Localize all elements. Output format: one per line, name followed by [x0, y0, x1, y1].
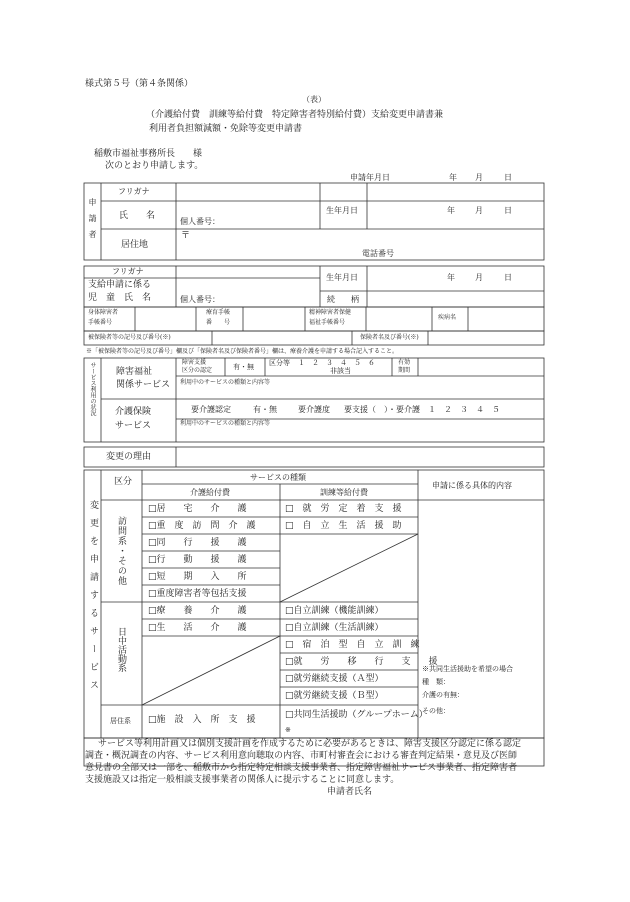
- signature-label: 申請者氏名: [327, 787, 373, 797]
- non-applicable-label: 非該当: [330, 367, 351, 375]
- care-insurance-line-1: 介護保険: [115, 407, 152, 417]
- rehab-handbook-line-1: 療育手帳: [206, 309, 231, 316]
- service-accompany-support[interactable]: □同 行 援 護: [148, 538, 247, 548]
- care-cert-yes-no: 有・無: [253, 405, 277, 414]
- phone-label: 電話番号: [362, 249, 394, 258]
- addressee: 稲敷市福祉事務所長 様: [94, 149, 203, 159]
- support-cert-yes-no: 有・無: [233, 363, 254, 371]
- consent-line-3: 意見書の全部又は一部を、稲敷市から指定特定相談支援事業者、指定障害福祉サービス事業者、指定障害者: [85, 763, 518, 773]
- application-date-label: 申請年月日: [350, 173, 390, 182]
- care-benefit-header: 介護給付費: [190, 488, 230, 497]
- service-comprehensive-support[interactable]: □重度障害者等包括支援: [148, 589, 247, 599]
- group-home-note: ※共同生活援助を希望の場合: [422, 665, 513, 673]
- child-label-line-1: 支給申請に係る: [88, 280, 152, 290]
- service-kind-header: サービスの種類: [250, 473, 306, 482]
- group-home-note-mark: ※: [285, 726, 291, 734]
- training-benefit-header: 訓練等給付費: [320, 488, 368, 497]
- service-severe-visit-care[interactable]: □重 度 訪 問 介 護: [148, 521, 256, 531]
- care-level-value: 要支援（ ）・要介護 １ ２ ３ ４ ５: [344, 405, 500, 414]
- group-home-care-label: 介護の有無：: [422, 691, 464, 699]
- change-reason-label: 変更の理由: [106, 452, 152, 462]
- applicant-name-label: 氏 名: [119, 211, 156, 221]
- applicant-section-label: 申請者: [88, 198, 97, 246]
- child-birth-year: 年: [447, 273, 455, 282]
- service-residential-training[interactable]: □ 宿 泊 型 自 立 訓 練: [285, 640, 420, 650]
- welfare-service-line-2: 関係サービス: [116, 380, 171, 390]
- support-cert-line-2: 区分の認定: [182, 367, 213, 374]
- mental-handbook-line-1: 精神障害者保健: [309, 309, 352, 316]
- service-life-care[interactable]: □生 活 介 護: [148, 623, 247, 633]
- child-individual-number-label: 個人番号：: [180, 295, 220, 304]
- service-continuous-employment-a[interactable]: □就労継続支援（Ａ型）: [285, 674, 384, 684]
- detail-header: 申請に係る具体的内容: [432, 481, 512, 490]
- insured-number-label: 被保険者等の記号及び番号(※): [88, 334, 171, 341]
- rehab-handbook-line-2: 番 号: [206, 319, 231, 326]
- child-label-line-2: 児 童 氏 名: [88, 293, 152, 303]
- service-training-function[interactable]: □自立訓練（機能訓練）: [285, 606, 384, 616]
- child-birth-label: 生年月日: [326, 273, 358, 282]
- group-home-other-label: その他：: [422, 707, 450, 715]
- support-class-label: 区分等: [269, 359, 290, 367]
- applicant-birth-year: 年: [447, 206, 455, 215]
- service-home-care[interactable]: □居 宅 介 護: [148, 504, 247, 514]
- child-furigana-label: フリガナ: [112, 267, 144, 276]
- service-status-side-label: サービス利用の状況: [89, 362, 96, 416]
- group-home-kind-label: 種 類：: [422, 678, 450, 686]
- child-birth-day: 日: [504, 273, 512, 282]
- consent-line-2: 調査・概況調査の内容、サービス利用意向聴取の内容、市町村審査会における審査判定結果・意見及び医師: [85, 751, 518, 761]
- year-label: 年: [449, 173, 457, 182]
- welfare-service-line-1: 障害福祉: [116, 367, 153, 377]
- insurer-label: 保険者名及び番号(※): [360, 334, 419, 341]
- child-birth-month: 月: [475, 273, 483, 282]
- applicant-individual-number-label: 個人番号：: [180, 217, 220, 226]
- insured-note: ※「被保険者等の記号及び番号」欄及び「保険者名及び保険者番号」欄は、療養介護を申請する場合記入すること。: [86, 348, 399, 355]
- care-level-label: 要介護度: [298, 405, 330, 414]
- care-in-use-note: 利用中のサービスの種類と内容等: [180, 420, 271, 427]
- service-behavior-support[interactable]: □行 動 援 護: [148, 555, 247, 565]
- day-category-label: 日中活動系: [116, 627, 126, 672]
- applicant-furigana-label: フリガナ: [118, 187, 150, 196]
- welfare-in-use-note: 利用中のサービスの種類と内容等: [180, 379, 271, 386]
- valid-period-line-2: 期間: [398, 367, 411, 374]
- applicant-birth-label: 生年月日: [326, 206, 358, 215]
- service-continuous-employment-b[interactable]: □就労継続支援（Ｂ型）: [285, 691, 384, 701]
- category-header: 区分: [114, 477, 133, 487]
- support-cert-line-1: 障害支援: [182, 359, 207, 366]
- physical-handbook-line-2: 手帳番号: [88, 319, 113, 326]
- service-independent-living-assist[interactable]: □ 自 立 生 活 援 助: [285, 521, 402, 531]
- applicant-address-label: 居住地: [121, 240, 149, 250]
- title-line-1: （介護給付費 訓練等給付費 特定障害者特別給付費）支給変更申請書兼: [146, 110, 444, 120]
- applicant-birth-month: 月: [475, 206, 483, 215]
- services-side-label: 変更を申請するサービス: [88, 500, 98, 698]
- service-employment-transition[interactable]: □就 労 移 行 支 援: [285, 657, 438, 667]
- valid-period-line-1: 有効: [398, 359, 411, 366]
- intro-text: 次のとおり申請します。: [105, 161, 204, 171]
- service-training-life[interactable]: □自立訓練（生活訓練）: [285, 623, 384, 633]
- form-number: 様式第５号（第４条関係）: [85, 79, 194, 89]
- consent-line-4: 支援施設又は指定一般相談支援事業者の関係人に提示することに同意します。: [85, 775, 400, 785]
- service-short-stay[interactable]: □短 期 入 所: [148, 572, 247, 582]
- service-medical-care[interactable]: □療 養 介 護: [148, 606, 247, 616]
- title-line-2: 利用者負担額減額・免除等変更申請書: [149, 124, 303, 134]
- residential-category-label: 居住系: [110, 717, 131, 725]
- postal-mark: 〒: [181, 231, 191, 241]
- care-insurance-line-2: サービス: [115, 421, 152, 431]
- service-facility-admission[interactable]: □施 設 入 所 支 援: [148, 715, 256, 725]
- mental-handbook-line-2: 福祉手帳番号: [309, 319, 346, 326]
- disease-label: 疾病名: [438, 314, 457, 321]
- month-label: 月: [475, 173, 483, 182]
- physical-handbook-line-1: 身体障害者: [88, 309, 119, 316]
- service-group-home[interactable]: □共同生活援助（グループホーム）: [285, 710, 428, 720]
- side-label: （表）: [302, 95, 326, 104]
- service-employment-retention[interactable]: □ 就 労 定 着 支 援: [285, 504, 402, 514]
- support-class-numbers: １ ２ ３ ４ ５ ６: [298, 359, 375, 367]
- visit-category-label: 訪問系・その他: [116, 516, 126, 586]
- care-cert-label: 要介護認定: [191, 405, 231, 414]
- relation-label: 続 柄: [327, 295, 359, 304]
- applicant-birth-day: 日: [504, 206, 512, 215]
- consent-line-1: サービス等利用計画又は個別支援計画を作成するために必要があるときは、障害支援区分認定に係る認定: [98, 739, 522, 749]
- day-label: 日: [504, 173, 512, 182]
